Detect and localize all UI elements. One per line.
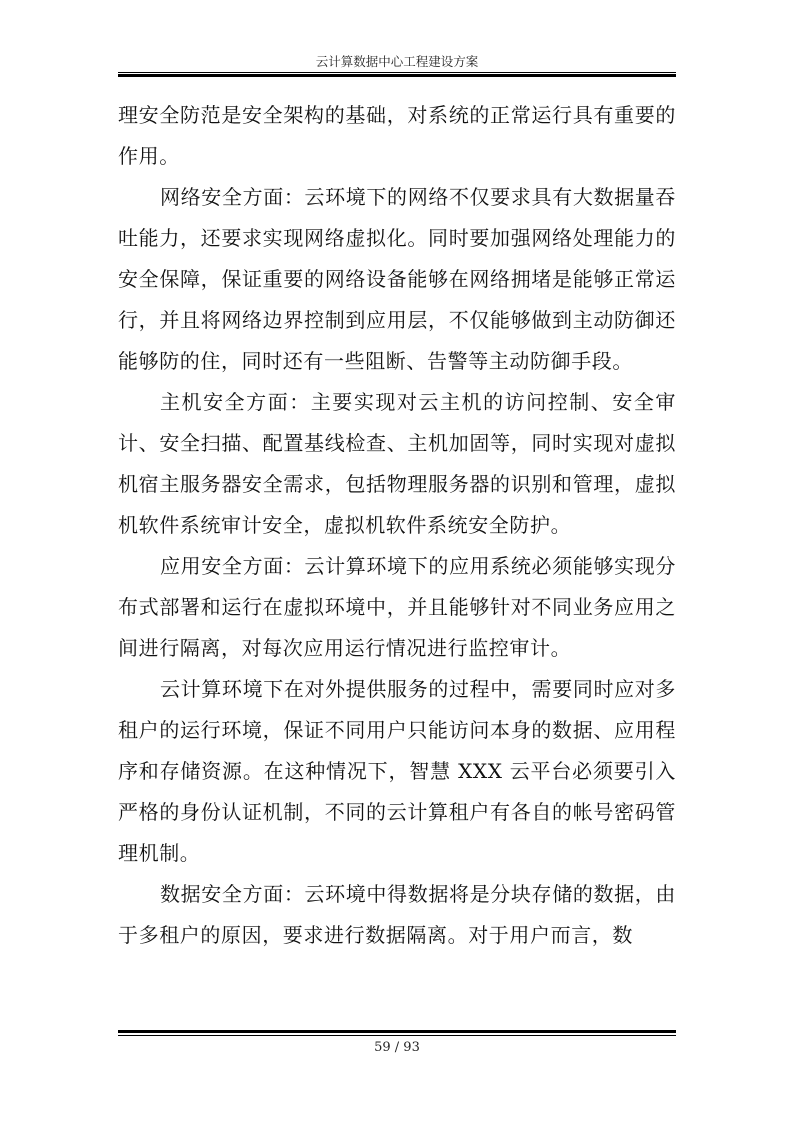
- paragraph-network-security: 网络安全方面：云环境下的网络不仅要求具有大数据量吞吐能力，还要求实现网络虚拟化。同时要加强网络处理能力的安全保障，保证重要的网络设备能够在网络拥堵是能够正常运行，并且将网络边界控制到应用层，不仅能够做到主动防御还能够防的住，同时还有一些阻断、告警等主动防御手段。: [118, 185, 676, 373]
- footer-rule-thick: [118, 1030, 676, 1033]
- paragraph-1: 理安全防范是安全架构的基础，对系统的正常运行具有重要的作用。: [118, 103, 676, 168]
- document-body: [118, 95, 676, 956]
- paragraph-host-security: 主机安全方面：主要实现对云主机的访问控制、安全审计、安全扫描、配置基线检查、主机加固等，同时实现对虚拟机宿主服务器安全需求，包括物理服务器的识别和管理，虚拟机软件系统审计安全，虚拟机软件系统安全防护。: [118, 390, 676, 537]
- header-rule-thick: [118, 74, 676, 77]
- page-header-title: 云计算数据中心工程建设方案: [315, 54, 479, 69]
- paragraph-multi-tenant: 云计算环境下在对外提供服务的过程中，需要同时应对多租户的运行环境，保证不同用户只能访问本身的数据、应用程序和存储资源。在这种情况下，智慧 XXX 云平台必须要引入严格的身份认证机制，不同的云计算租户有各自的帐号密码管理机制。: [118, 677, 676, 865]
- paragraph-data-security: 数据安全方面：云环境中得数据将是分块存储的数据，由于多租户的原因，要求进行数据隔离。对于用户而言，数: [118, 882, 676, 947]
- paragraph-application-security: 应用安全方面：云计算环境下的应用系统必须能够实现分布式部署和运行在虚拟环境中，并且能够针对不同业务应用之间进行隔离，对每次应用运行情况进行监控审计。: [118, 554, 676, 660]
- header-rule-thin: [118, 72, 676, 73]
- page-number: 59 / 93: [374, 1040, 420, 1055]
- footer-rule-thin: [118, 1035, 676, 1036]
